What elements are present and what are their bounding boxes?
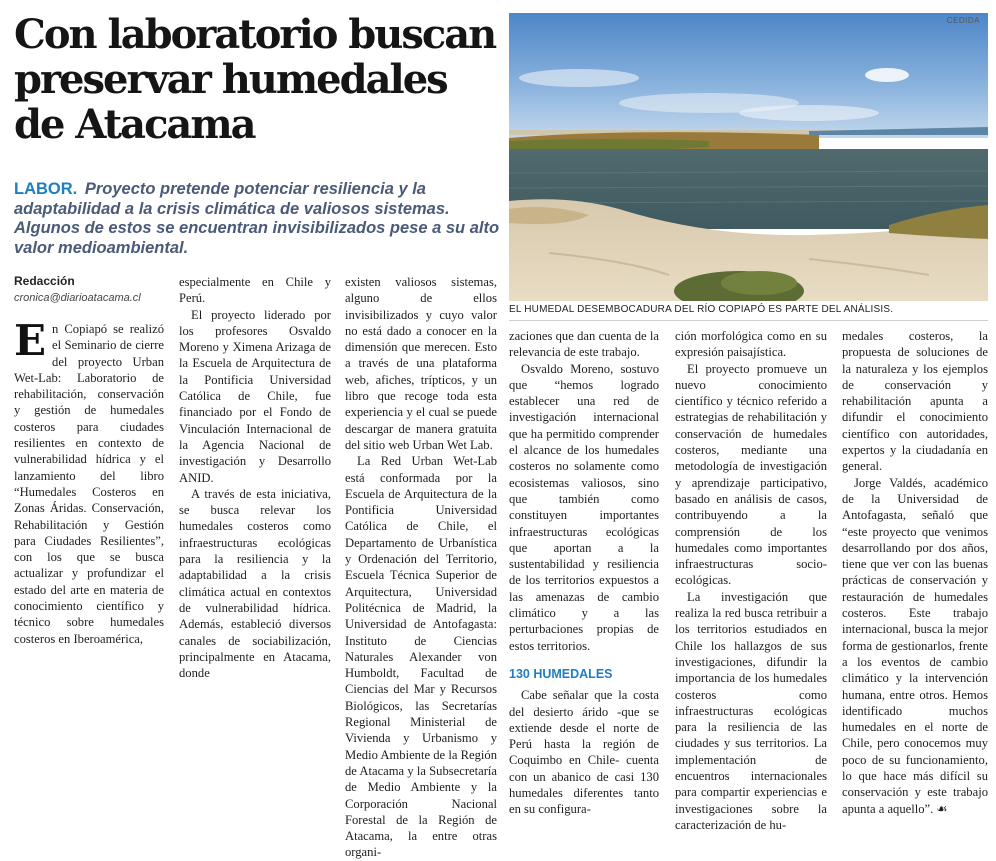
body-paragraph: zaciones que dan cuenta de la relevancia de este trabajo. [509,329,659,360]
body-paragraph: Osvaldo Moreno, sostuvo que “hemos logrado establecer una red de investigación internacional que ha permitido comprender el alcance de los humedales costeros no solamente como ecosistemas valiosos, sino que también como constituyen importantes infraestructuras ecológicas que aportan a la sustentabilidad y resiliencia de los territorios expuestos a las amenazas de cambio climático y a las perturbaciones propias de estos territorios. [509,361,659,653]
body-column-1 [14,316,164,647]
lede-text: Proyecto pretende potenciar resiliencia y la adaptabilidad a la crisis climática de valiosos sistemas. Algunos de estos se encuentran invisibilizados pese a su alto valor medioambiental. [14,180,500,257]
drop-cap: E [14,316,47,365]
caption-divider [509,320,988,321]
body-paragraph: medales costeros, la propuesta de soluciones de la naturaleza y los ejemplos de conservación y rehabilitación apunta a difundir el conocimiento científico con autoridades, expertos y la ciudadanía en general. [842,329,988,474]
headline-line-1: Con laboratorio buscan [14,11,496,58]
headline-line-2: preservar humedales [14,56,447,103]
body-column-6 [842,328,988,817]
author-email[interactable]: cronica@diarioatacama.cl [14,292,141,304]
headline-line-3: de Atacama [14,101,255,148]
body-column-4 [509,328,659,818]
body-column-5 [675,328,827,833]
wetland-photo [509,13,988,301]
section-subhead: 130 HUMEDALES [509,666,613,681]
body-paragraph: existen valiosos sistemas, alguno de ellos invisibilizados y cuyo valor no está dado a conocer en la dimensión que merecen. Esto a través de una plataforma web, afiches, trípticos, y un libro que recoge toda esta experiencia y el cual se puede descargar de manera gratuita del sitio web Urban Wet Lab. [345,275,497,452]
body-paragraph: ción morfológica como en su expresión paisajística. [675,329,827,360]
body-column-2 [179,274,331,681]
body-paragraph: especialmente en Chile y Perú. [179,275,331,306]
wetland-landscape-image [509,13,988,301]
body-paragraph: Cabe señalar que la costa del desierto árido -que se extiende desde el norte de Perú hasta la región de Coquimbo en Chile- cuenta con un abanico de casi 130 humedales diferentes tanto en su configura- [509,688,659,817]
body-paragraph: Jorge Valdés, académico de la Universidad de Antofagasta, señaló que “este proyecto que venimos desarrollando por dos años, tiene que ver con las buenas prácticas de conservación y restauración de humedales costeros. Este trabajo internacional, busca la mejor forma de gestionarlos, frente a los eventos de cambio climático y la intervención humana, entre otros. Hemos identificado muchos humedales en el norte de Chile, pero conocemos muy poco de su funcionamiento, lo que hace más difícil su conservación y este trabajo apunta a aquello”. ☙ [842,475,988,816]
body-paragraph: El proyecto liderado por los profesores Osvaldo Moreno y Ximena Arizaga de la Escuela de Arquitectura de la Pontificia Universidad Católica de Chile, fue financiado por el Fondo de Vinculación Internacional de la Agencia Nacional de investigación y Desarrollo ANID. [179,307,331,485]
body-paragraph: La investigación que realiza la red busca retribuir a los territorios estudiados en Chile los hallazgos de sus investigaciones, difundir la importancia de los humedales costeros como infraestructuras ecológicas para la resiliencia de las ciudades y sus territorios. La implementación de encuentros internacionales para compartir experiencias e investigaciones sobre la caracterización de hu- [675,589,827,832]
body-column-3 [345,274,497,861]
lede [14,180,500,258]
end-mark-icon: ☙ [936,801,948,816]
body-paragraph: La Red Urban Wet-Lab está conformada por la Escuela de Arquitectura de la Pontificia Universidad Católica de Chile, el Departamento de Urbanística y Ordenación del Territorio, Escuela Técnica Superior de Arquitectura, Universidad Politécnica de Madrid, la Universidad de Antofagasta: Instituto de Ciencias Naturales Alexander von Humboldt, Facultad de Ciencias del Mar y Recursos Biológicos, las Secretarías Regional Ministerial de Vivienda y Urbanismo y Medio Ambiente de la Región de Atacama y la Subsecretaría de Medio Ambiente y la Corporación Nacional Forestal de la Región de Atacama, la entre otras organi- [345,454,497,860]
byline [14,274,164,304]
body-paragraph: En Copiapó se realizó el Seminario de cierre del proyecto Urban Wet-Lab: Laboratorio de rehabilitación, conservación y gestión de humedales costeros para ciudades resilientes en contexto de vulnerabilidad hídrica y el lanzamiento del libro “Humedales Costeros en Zonas Áridas. Conservación, Rehabilitación y Gestión para Ciudades Resilientes”, con los que se busca actualizar y profundizar el estado del arte en materia de conocimiento científico y técnico sobre humedales costeros en Iberoamérica, [14,316,164,646]
photo-caption: EL HUMEDAL DESEMBOCADURA DEL RÍO COPIAPÓ ES PARTE DEL ANÁLISIS. [509,304,894,315]
body-paragraph: El proyecto promueve un nuevo conocimiento científico y técnico referido a estrategias de rehabilitación y conservación de humedales costeros, mediante una metodología de investigación y aprendizaje participativo, basado en análisis de casos, contribuyendo a la comprensión de los humedales como importantes infraestructuras socio-ecológicas. [675,361,827,588]
photo-credit: CEDIDA [946,16,980,25]
headline [14,12,504,147]
body-paragraph: A través de esta iniciativa, se busca relevar los humedales costeros como infraestructuras ecológicas para la resiliencia y la adaptabilidad a la crisis climática actual en contextos de vulnerabilidad hídrica. Además, estableció diversos canales de sociabilización, principalmente en Atacama, donde [179,486,331,681]
lede-tag: LABOR. [14,180,78,198]
author-name: Redacción [14,274,75,288]
